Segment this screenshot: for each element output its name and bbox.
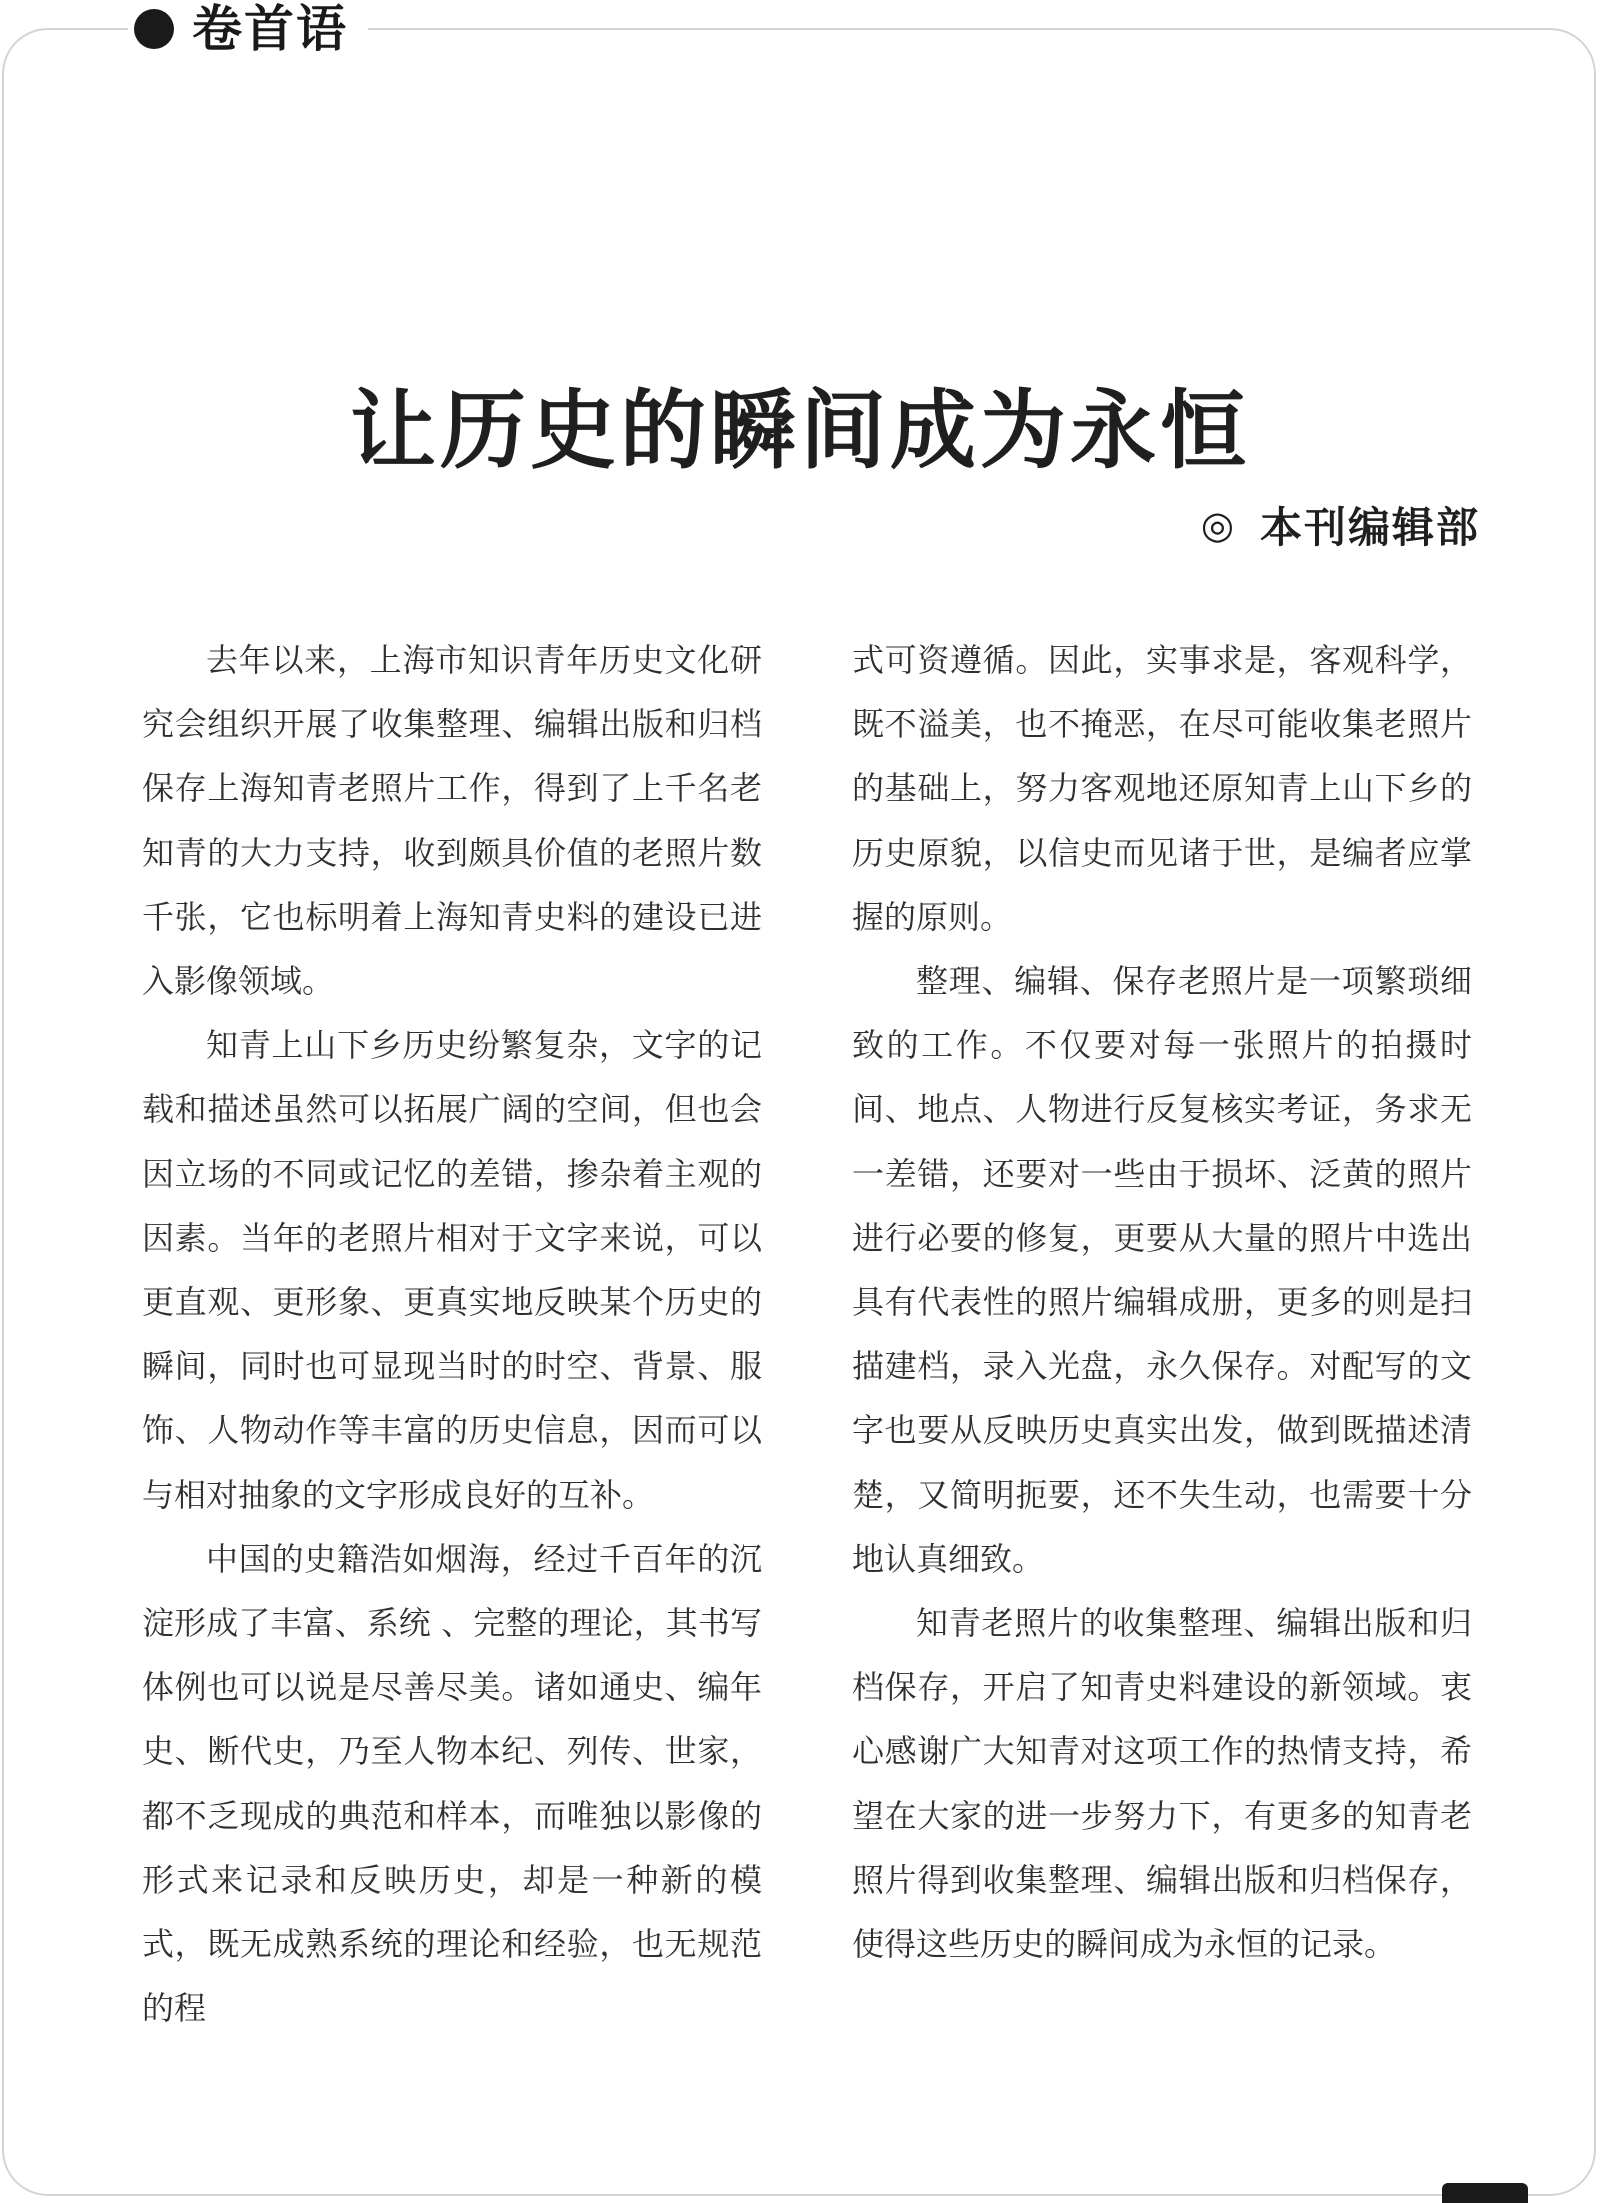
page-corner-tab <box>1442 2183 1528 2203</box>
paragraph: 整理、编辑、保存老照片是一项繁琐细致的工作。不仅要对每一张照片的拍摄时间、地点、人物进行反复核实考证，务求无一差错，还要对一些由于损坏、泛黄的照片进行必要的修复，更要从大量的照片中选出具有代表性的照片编辑成册，更多的则是扫描建档，录入光盘，永久保存。对配写的文字也要从反映历史真实出发，做到既描述清楚，又简明扼要，还不失生动，也需要十分地认真细致。 <box>852 962 1472 1578</box>
right-column <box>852 628 1472 1976</box>
byline-author: 本刊编辑部 <box>1259 503 1480 552</box>
double-circle-icon: ◎ <box>1200 503 1234 547</box>
paragraph: 中国的史籍浩如烟海，经过千百年的沉淀形成了丰富、系统 、完整的理论，其书写体例也可以说是尽善尽美。诸如通史、编年史、断代史，乃至人物本纪、列传、世家，都不乏现成的典范和样本，而唯独以影像的形式来记录和反映历史，却是一种新的模式，既无成熟系统的理论和经验，也无规范的程 <box>142 1539 762 2028</box>
paragraph: 知青老照片的收集整理、编辑出版和归档保存，开启了知青史料建设的新领域。衷心感谢广大知青对这项工作的热情支持，希望在大家的进一步努力下，有更多的知青老照片得到收集整理、编辑出版和归档保存，使得这些历史的瞬间成为永恒的记录。 <box>852 1604 1472 1964</box>
left-column <box>142 628 762 2040</box>
section-label: 卷首语 <box>192 0 348 58</box>
byline <box>1201 495 1480 555</box>
section-header <box>128 0 368 58</box>
article-title: 让历史的瞬间成为永恒 <box>350 380 1250 481</box>
bullet-dot-icon <box>134 9 174 49</box>
paragraph: 知青上山下乡历史纷繁复杂，文字的记载和描述虽然可以拓展广阔的空间，但也会因立场的不同或记忆的差错，掺杂着主观的因素。当年的老照片相对于文字来说，可以更直观、更形象、更真实地反映某个历史的瞬间，同时也可显现当时的时空、背景、服饰、人物动作等丰富的历史信息，因而可以与相对抽象的文字形成良好的互补。 <box>142 1026 762 1514</box>
paragraph-continuation: 式可资遵循。因此，实事求是，客观科学，既不溢美，也不掩恶，在尽可能收集老照片的基础上，努力客观地还原知青上山下乡的历史原貌，以信史而见诸于世，是编者应掌握的原则。 <box>852 641 1472 936</box>
paragraph: 去年以来，上海市知识青年历史文化研究会组织开展了收集整理、编辑出版和归档保存上海知青老照片工作，得到了上千名老知青的大力支持，收到颇具价值的老照片数千张，它也标明着上海知青史料的建设已进入影像领域。 <box>142 641 762 1001</box>
